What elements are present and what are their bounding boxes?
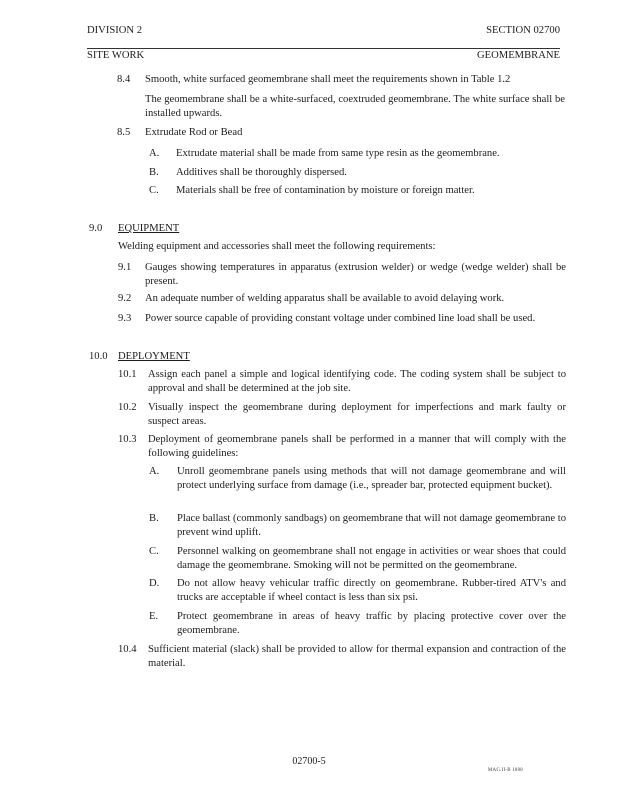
list-item-text: Protect geomembrane in areas of heavy traffic by placing protective cover over the geomembrane. <box>177 611 566 636</box>
item-text-9-2: An adequate number of welding apparatus shall be available to avoid delaying work. <box>145 293 505 304</box>
item-text-9-3: Power source capable of providing constant voltage under combined line load shall be used. <box>145 313 536 324</box>
item-number-8-5: 8.5 <box>117 127 131 138</box>
list-item-letter: C. <box>149 185 159 196</box>
item-number-8-4: 8.4 <box>117 74 131 85</box>
list-item-letter: E. <box>149 611 159 622</box>
item-number-10-3: 10.3 <box>118 434 137 445</box>
item-number-10-4: 10.4 <box>118 644 137 655</box>
section-heading-deployment: DEPLOYMENT <box>118 351 190 362</box>
item-text-9-1: Gauges showing temperatures in apparatus (extrusion welder) or wedge (wedge welder) shall be present. <box>145 262 566 287</box>
list-item-text: Place ballast (commonly sandbags) on geomembrane that will not damage geomembrane to prevent wind uplift. <box>177 513 566 538</box>
division-label: DIVISION 2 <box>87 25 143 36</box>
list-item-letter: C. <box>149 546 159 557</box>
item-text-10-1: Assign each panel a simple and logical identifying code. The coding system shall be subject to approval and shall be determined at the job site. <box>148 369 566 394</box>
item-text-8-5: Extrudate Rod or Bead <box>145 127 243 138</box>
item-number-10-1: 10.1 <box>118 369 137 380</box>
list-item-letter: B. <box>149 513 159 524</box>
section-number: SECTION 02700 <box>486 25 560 36</box>
item-text-10-3: Deployment of geomembrane panels shall be performed in a manner that will comply with the following guidelines: <box>148 434 566 459</box>
list-item-text: Extrudate material shall be made from same type resin as the geomembrane. <box>176 148 500 159</box>
item-text-8-4: Smooth, white surfaced geomembrane shall meet the requirements shown in Table 1.2 <box>145 74 511 85</box>
list-item-text: Do not allow heavy vehicular traffic directly on geomembrane. Rubber-tired ATV's and trucks are acceptable if wheel contact is less than six psi. <box>177 578 566 603</box>
list-item-letter: B. <box>149 167 159 178</box>
list-item-text: Personnel walking on geomembrane shall not engage in activities or wear shoes that could damage the geomembrane. Smoking will not be permitted on the geomembrane. <box>177 546 566 571</box>
section-number-10: 10.0 <box>89 351 108 362</box>
header-rule <box>87 48 560 49</box>
item-text-10-4: Sufficient material (slack) shall be provided to allow for thermal expansion and contraction of the material. <box>148 644 566 669</box>
site-work-label: SITE WORK <box>87 50 145 61</box>
section-heading-equipment: EQUIPMENT <box>118 223 180 234</box>
list-item-letter: A. <box>149 466 160 477</box>
document-code: MAG.II-B 1808 <box>487 768 523 773</box>
list-item-text: Unroll geomembrane panels using methods that will not damage geomembrane and will protect underlying surface from damage (i.e., spreader bar, protected equipment bucket). <box>177 466 566 491</box>
section-number-9: 9.0 <box>89 223 103 234</box>
item-text-10-2: Visually inspect the geomembrane during deployment for imperfections and mark faulty or suspect areas. <box>148 402 566 427</box>
paragraph-8-4: The geomembrane shall be a white-surfaced, coextruded geomembrane. The white surface shall be installed upwards. <box>145 94 565 119</box>
page-number: 02700-5 <box>292 756 326 767</box>
list-item-letter: A. <box>149 148 160 159</box>
item-number-9-2: 9.2 <box>118 293 132 304</box>
list-item-letter: D. <box>149 578 160 589</box>
item-number-10-2: 10.2 <box>118 402 137 413</box>
item-number-9-3: 9.3 <box>118 313 132 324</box>
list-item-text: Additives shall be thoroughly dispersed. <box>176 167 347 178</box>
section-title: GEOMEMBRANE <box>477 50 560 61</box>
item-number-9-1: 9.1 <box>118 262 132 273</box>
equipment-intro: Welding equipment and accessories shall meet the following requirements: <box>118 241 436 252</box>
list-item-text: Materials shall be free of contamination by moisture or foreign matter. <box>176 185 475 196</box>
